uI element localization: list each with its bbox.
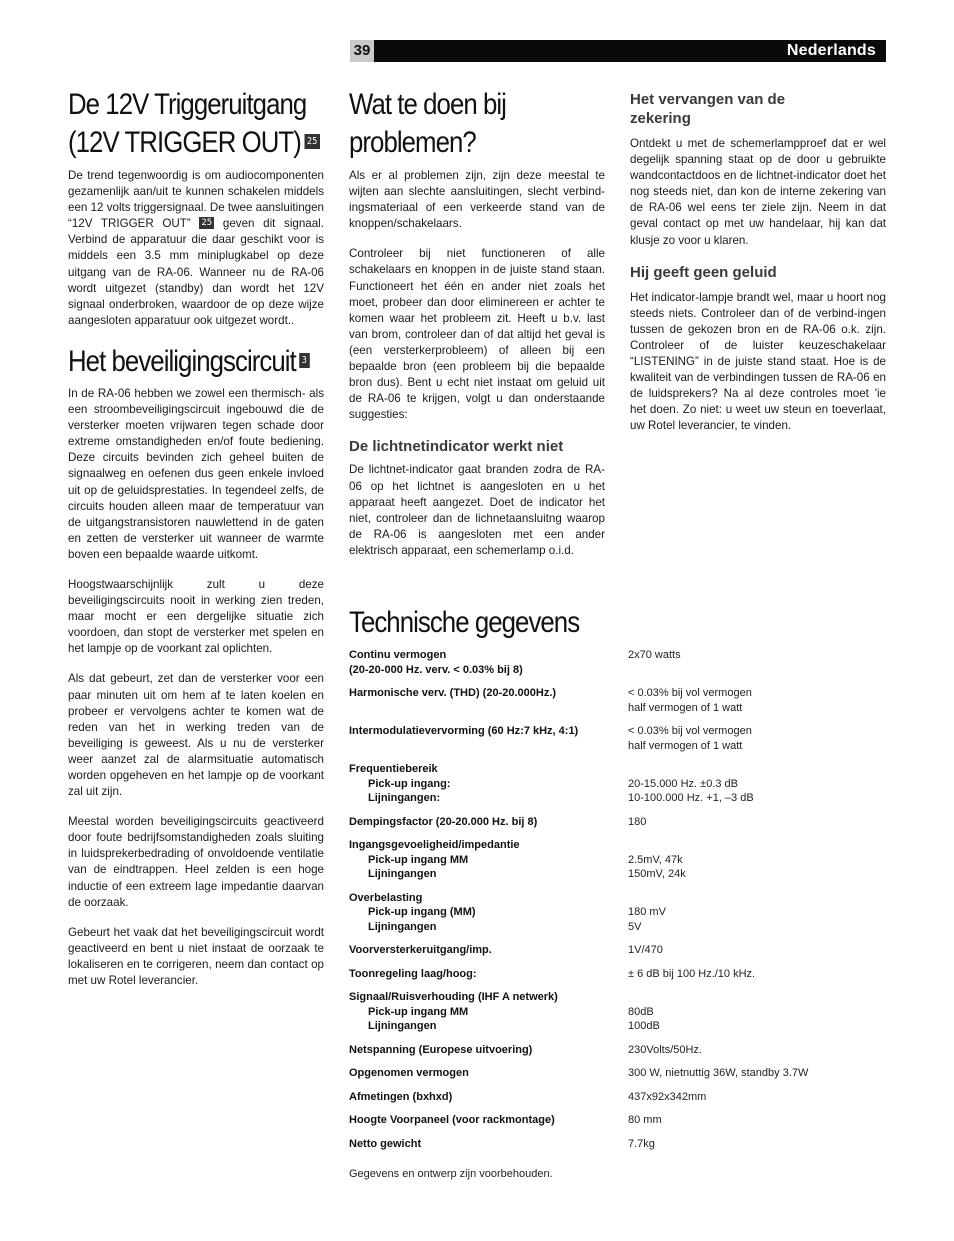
spec-value-line: 180 mV xyxy=(628,906,666,918)
spec-label-indent: Pick-up ingang (MM) xyxy=(368,906,476,918)
spec-value-spacer xyxy=(628,762,889,777)
spec-label xyxy=(349,943,628,958)
spec-label-sub: (20-20-000 Hz. verv. < 0.03% bij 8) xyxy=(349,663,523,676)
spec-value xyxy=(628,1090,889,1105)
spec-label-main: Harmonische verv. (THD) (20-20.000Hz.) xyxy=(349,687,557,699)
spec-value-spacer xyxy=(628,838,889,853)
trigger-inline-badge: 25 xyxy=(201,218,213,229)
spec-value xyxy=(628,1113,889,1128)
spec-value xyxy=(628,648,889,677)
no-sound-paragraph: Het indicator-lampje brandt wel, maar u hoort nog steeds niets. Controleer dan of de verbind-ingen tussen de gekozen bron en de RA-06 o.k. zijn. Controleer of de luister keuzeschakelaar “LISTENING” in de juiste stand staat. Hoe is de kwaliteit van de verbindingen tussen de RA-06 en de luidsprekers? Na al deze controles moet 'ie het doen. Zo niet: u weet uw steun en toeverlaat, uw Rotel leverancier, te vinden. xyxy=(630,290,886,433)
spec-row xyxy=(349,943,889,958)
spec-label xyxy=(349,990,628,1034)
heading-problems-line1: Wat te doen bij xyxy=(349,88,506,121)
spec-row xyxy=(349,815,889,830)
column-left xyxy=(68,86,324,1003)
spec-value-line: 180 xyxy=(628,815,647,828)
spec-row xyxy=(349,648,889,677)
heading-protection-text: Het beveiligingscircuit xyxy=(68,344,296,378)
spec-value-line: 100dB xyxy=(628,1020,660,1032)
spec-label xyxy=(349,1043,628,1058)
spec-value-line: 80dB xyxy=(628,1005,654,1018)
protection-paragraph-2: Hoogstwaarschijnlijk zult u deze beveiligingscircuits nooit in werking zien treden, maar mocht er een dergelijke situatie zich voordoen, dan stopt de versterker met spelen en het lampje op de voorkant zal oplichten. xyxy=(68,577,324,656)
trigger-text-b: geven dit signaal. Verbind de apparatuur die daar geschikt voor is middels een 3.5 mm miniplugkabel op deze uitgang van de RA-06. Wanneer nu de RA-06 wordt uitgezet (standby) dan wordt het 12V signaal onderbroken, waardoor de op deze wijze aangesloten apparatuur ook uitgezet wordt.. xyxy=(68,217,324,327)
spec-value-line: 20-15.000 Hz. ±0.3 dB xyxy=(628,777,738,790)
spec-label-indent: Lijningangen xyxy=(368,920,437,933)
spec-row xyxy=(349,990,889,1034)
subheading-no-sound: Hij geeft geen geluid xyxy=(630,263,777,281)
spec-label xyxy=(349,762,628,806)
spec-label-main: Afmetingen (bxhxd) xyxy=(349,1090,453,1103)
heading-specs: Technische gegevens xyxy=(349,606,580,639)
spec-row xyxy=(349,686,889,715)
spec-value xyxy=(628,1137,889,1152)
spec-label xyxy=(349,891,628,935)
spec-value xyxy=(628,686,889,715)
spec-label xyxy=(349,1090,628,1105)
spec-value-line: < 0.03% bij vol vermogen xyxy=(628,725,752,737)
spec-label xyxy=(349,1113,628,1128)
protection-badge: 3 xyxy=(299,353,309,368)
spec-row xyxy=(349,1137,889,1152)
spec-row xyxy=(349,1113,889,1128)
spec-row xyxy=(349,1090,889,1105)
spec-label-main: Overbelasting xyxy=(349,891,423,904)
spec-label-main: Hoogte Voorpaneel (voor rackmontage) xyxy=(349,1114,555,1126)
spec-value xyxy=(628,891,889,935)
spec-label-indent: Lijningangen xyxy=(368,868,437,880)
spec-label-main: Netto gewicht xyxy=(349,1137,422,1150)
spec-label-indent: Lijningangen: xyxy=(368,792,441,804)
spec-value-line: 437x92x342mm xyxy=(628,1090,707,1103)
specs-table xyxy=(349,648,889,1160)
spec-value xyxy=(628,815,889,830)
spec-value-spacer xyxy=(628,990,889,1005)
spec-value-line: 1V/470 xyxy=(628,944,663,956)
spec-value-line: 2x70 watts xyxy=(628,649,681,661)
spec-label-indent: Pick-up ingang: xyxy=(368,777,451,790)
protection-paragraph-3: Als dat gebeurt, zet dan de versterker voor een paar minuten uit om hem af te laten koelen en probeer er vervolgens achter te komen wat de reden van het in werking treden van de beveiliging is geweest. Als u nu de versterker weer aanzet zal de alarmsituatie automatisch worden opgeheven en het lampje op de voorkant zal uit zijn. xyxy=(68,672,324,799)
spec-label-indent: Pick-up ingang MM xyxy=(368,1005,469,1018)
spec-value xyxy=(628,1043,889,1058)
spec-value-line: 80 mm xyxy=(628,1114,662,1126)
spec-row xyxy=(349,1043,889,1058)
spec-label-main: Signaal/Ruisverhouding (IHF A netwerk) xyxy=(349,991,558,1003)
spec-row xyxy=(349,967,889,982)
subheading-fuse xyxy=(630,90,886,128)
spec-value xyxy=(628,967,889,982)
spec-value-line: 230Volts/50Hz. xyxy=(628,1043,702,1056)
spec-value-line: half vermogen of 1 watt xyxy=(628,739,743,752)
column-middle xyxy=(349,86,605,573)
heading-problems xyxy=(349,86,569,162)
page-number: 39 xyxy=(350,40,374,62)
spec-label-main: Ingangsgevoeligheid/impedantie xyxy=(349,839,520,851)
power-indicator-paragraph: De lichtnet-indicator gaat branden zodra de RA-06 op het lichtnet is aangesloten en u het apparaat heeft aangezet. Doet de indicator het niet, controleer dan de lichnetaansluitng waarop de RA-06 is aangesloten met een ander elektrisch apparaat, een schemerlamp o.i.d. xyxy=(349,463,605,557)
heading-problems-line2: problemen? xyxy=(349,126,476,159)
spec-value xyxy=(628,990,889,1034)
subheading-fuse-line1: Het vervangen van de xyxy=(630,91,786,108)
column-right xyxy=(630,90,886,449)
specs-footnote: Gegevens en ontwerp zijn voorbehouden. xyxy=(349,1168,553,1180)
trigger-paragraph xyxy=(68,168,324,329)
spec-label xyxy=(349,815,628,830)
subheading-fuse-line2: zekering xyxy=(630,110,691,127)
spec-label-main: Frequentiebereik xyxy=(349,763,438,775)
spec-label-main: Netspanning (Europese uitvoering) xyxy=(349,1043,533,1056)
spec-value xyxy=(628,943,889,958)
heading-trigger-line2: (12V TRIGGER OUT) xyxy=(68,126,301,159)
spec-row xyxy=(349,762,889,806)
protection-paragraph-5: Gebeurt het vaak dat het beveiligingscircuit wordt geactiveerd en bent u niet instaat de oorzaak te lokaliseren en te corrigeren, neem dan contact op met uw Rotel leverancier. xyxy=(68,925,324,988)
spec-row xyxy=(349,891,889,935)
spec-label xyxy=(349,1066,628,1081)
spec-label-main: Toonregeling laag/hoog: xyxy=(349,967,477,980)
spec-label xyxy=(349,686,628,715)
spec-value xyxy=(628,762,889,806)
spec-value-line: 7.7kg xyxy=(628,1137,655,1150)
protection-paragraph-1: In de RA-06 hebben we zowel een thermisch- als een stroombeveiligingscircuit ingebouwd die de versterker moeten vrijwaren tegen schade door extreme omstandigheden en/of foute bediening. Deze circuits bevinden zich geheel buiten de signaalweg en oefenen dus geen enkele invloed uit op de geluidsprestaties. In tegendeel zelfs, de circuits houden alleen maar de temperatuur van de uitgangstransistoren nauwlettend in de gaten en zetten de versterker uit wanneer de warmte boven een bepaalde waarde uitkomt. xyxy=(68,386,324,561)
spec-row xyxy=(349,838,889,882)
spec-label-main: Intermodulatievervorming (60 Hz:7 kHz, 4:1) xyxy=(349,725,579,737)
spec-value-line: 150mV, 24k xyxy=(628,868,686,880)
spec-label-main: Opgenomen vermogen xyxy=(349,1067,469,1079)
trigger-badge: 25 xyxy=(304,134,320,149)
spec-value-line: half vermogen of 1 watt xyxy=(628,701,743,714)
spec-value-line: 10-100.000 Hz. +1, –3 dB xyxy=(628,792,754,804)
spec-label-main: Continu vermogen xyxy=(349,649,447,661)
spec-row xyxy=(349,724,889,753)
language-header: Nederlands xyxy=(374,40,886,62)
spec-value xyxy=(628,1066,889,1081)
spec-label xyxy=(349,648,628,677)
spec-label xyxy=(349,838,628,882)
spec-label xyxy=(349,967,628,982)
spec-row xyxy=(349,1066,889,1081)
subheading-power-indicator: De lichtnetindicator werkt niet xyxy=(349,438,564,456)
spec-label-main: Dempingsfactor (20-20.000 Hz. bij 8) xyxy=(349,815,538,828)
spec-label-indent: Pick-up ingang MM xyxy=(368,853,469,866)
fuse-paragraph: Ontdekt u met de schemerlampproef dat er wel degelijk spanning staat op de door u gebruikte wandcontactdoos en de lichtnet-indicator doet het nog steeds niet, dan kon de interne zekering van de RA-06 wel eens ter ziele zijn. Neem in dat geval contact op met uw handelaar, hij kan dat klusje zo voor u klaren. xyxy=(630,137,886,247)
spec-value xyxy=(628,838,889,882)
spec-label xyxy=(349,1137,628,1152)
spec-value-line: 300 W, nietnuttig 36W, standby 3.7W xyxy=(628,1067,809,1079)
trigger-text-a: De trend tegenwoordig is om audiocomponenten gezamenlijk aan/uit te kunnen schakelen middels een 12 volts triggersignaal. De twee aansluitingen “12V TRIGGER OUT” xyxy=(68,169,324,231)
spec-value-line: 5V xyxy=(628,920,642,933)
heading-protection xyxy=(68,343,307,381)
spec-value-spacer xyxy=(628,891,889,906)
spec-value-line: ± 6 dB bij 100 Hz./10 kHz. xyxy=(628,967,756,980)
heading-trigger xyxy=(68,86,318,162)
spec-label-main: Voorversterkeruitgang/imp. xyxy=(349,944,492,956)
spec-value xyxy=(628,724,889,753)
spec-label-indent: Lijningangen xyxy=(368,1020,437,1032)
spec-value-line: < 0.03% bij vol vermogen xyxy=(628,687,752,699)
spec-label xyxy=(349,724,628,753)
problems-paragraph-2: Controleer bij niet functioneren of alle schakelaars en knoppen in de juiste stand staan. Functioneert het één en ander niet zoals het moet, probeer dan door eliminereen er achter te komen waar het probleem zit. Heeft u b.v. last van brom, controleer dan of dat altijd het geval is (een versterkerprobleem) of alleen bij een bepaalde bron (een probleem bij die bepaalde bron dus). Bent u echt niet instaat om geluid uit de RA-06 te krijgen, volgt u dan onderstaande suggesties: xyxy=(349,247,605,422)
problems-paragraph-1: Als er al problemen zijn, zijn deze meestal te wijten aan slechte aansluitingen, slecht verbind-ingsmateriaal of een verkeerde stand van de knoppen/schakelaars. xyxy=(349,169,605,231)
protection-paragraph-4: Meestal worden beveiligingscircuits geactiveerd door foute bedrijfsomstandigheden zoals sluiting in luidsprekerbedrading of onvoldoende ventilatie van de eindtrappen. Heel zelden is een hoge inductie of een extreem lage impedantie daarvan de oorzaak. xyxy=(68,815,324,909)
spec-value-line: 2.5mV, 47k xyxy=(628,853,683,866)
heading-trigger-line1: De 12V Triggeruitgang xyxy=(68,88,307,121)
